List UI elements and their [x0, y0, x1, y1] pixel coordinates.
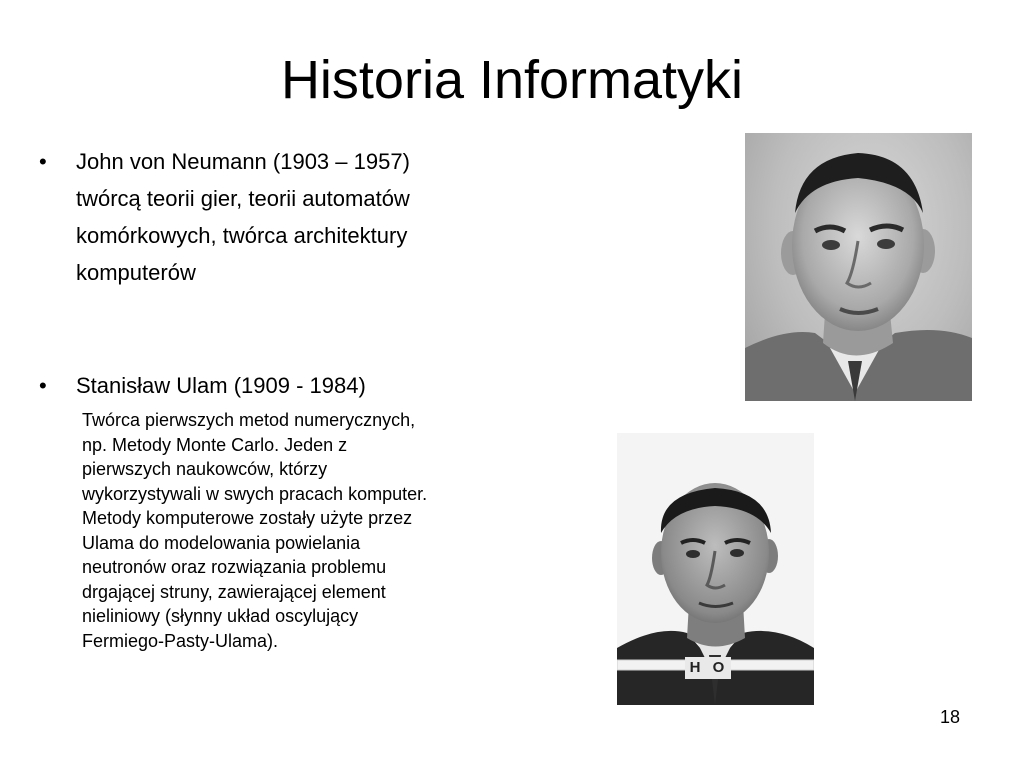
bullet-ulam	[39, 367, 559, 407]
description-line: nieliniowy (słynny układ oscylujący	[82, 606, 359, 626]
bullet-text	[76, 367, 366, 404]
bullet-line: John von Neumann (1903 – 1957)	[76, 149, 410, 174]
bullet-marker: •	[39, 373, 47, 398]
bullet-marker: •	[39, 149, 47, 174]
bullet-line: Stanisław Ulam (1909 - 1984)	[76, 373, 366, 398]
description-line: Fermiego-Pasty-Ulama).	[82, 630, 279, 651]
description-line: Ulama do modelowania powielania	[82, 532, 361, 553]
portrait-illustration	[745, 133, 972, 401]
bullet-line: komputerów	[76, 260, 196, 285]
von-neumann-photo	[745, 133, 972, 401]
description-line: pierwszych naukowców, którzy	[82, 459, 328, 479]
ulam-description	[82, 408, 542, 653]
slide-title: Historia Informatyki	[280, 50, 744, 110]
ulam-photo	[617, 433, 814, 705]
description-line: neutronów oraz rozwiązania problemu	[82, 557, 387, 577]
bullet-von-neumann	[39, 143, 559, 293]
slide-number: 18	[939, 707, 961, 727]
description-line: drgającej struny, zawierającej element	[82, 581, 386, 602]
description-line: Twórca pierwszych metod numerycznych,	[82, 410, 416, 430]
id-placard-text: H O	[689, 659, 729, 676]
description-line: np. Metody Monte Carlo. Jeden z	[82, 434, 348, 455]
description-line: wykorzystywali w swych pracach komputer.	[82, 483, 428, 504]
bullet-text	[76, 143, 410, 291]
bullet-line: twórcą teorii gier, teorii automatów	[76, 186, 410, 211]
bullet-line: komórkowych, twórca architektury	[76, 223, 408, 248]
description-line: Metody komputerowe zostały użyte przez	[82, 508, 413, 528]
